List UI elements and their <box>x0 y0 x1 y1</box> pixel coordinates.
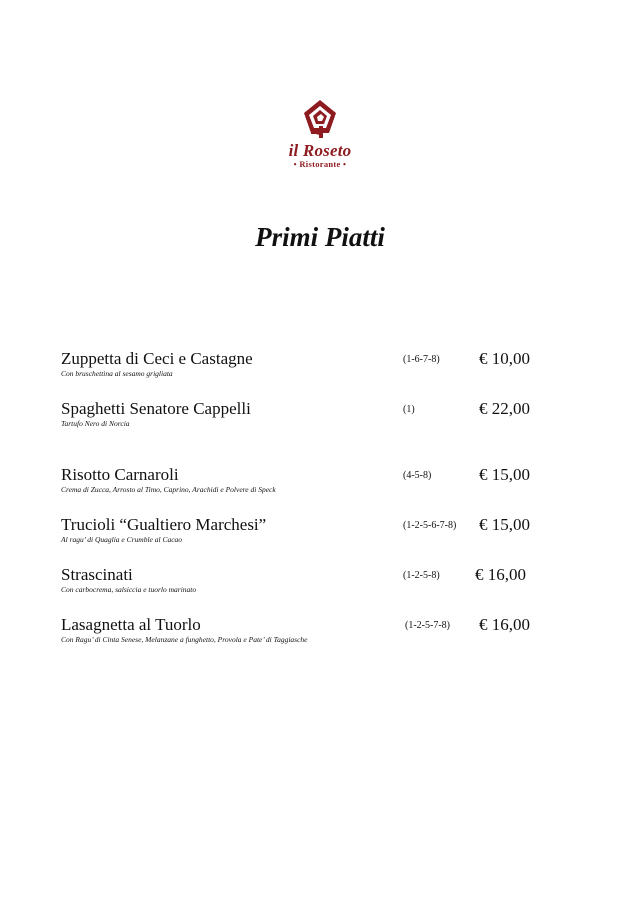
dish-allergens: (1-6-7-8) <box>403 354 440 365</box>
dish-allergens: (1-2-5-8) <box>403 570 440 581</box>
menu-item <box>61 465 621 495</box>
dish-name: Lasagnetta al Tuorlo <box>61 615 201 634</box>
menu-item <box>61 615 621 645</box>
dish-price: € 16,00 <box>479 615 530 634</box>
dish-price: € 10,00 <box>479 349 530 368</box>
dish-allergens: (1-2-5-6-7-8) <box>403 520 457 531</box>
dish-price: € 22,00 <box>479 399 530 418</box>
dish-allergens: (4-5-8) <box>403 470 432 481</box>
dish-description: Crema di Zucca, Arrosto al Timo, Caprino, Arachidi e Polvere di Speck <box>61 485 276 494</box>
dish-name: Trucioli “Gualtiero Marchesi” <box>61 515 267 534</box>
dish-name: Zuppetta di Ceci e Castagne <box>61 349 253 368</box>
logo-name: il Roseto <box>288 141 352 160</box>
menu-item <box>61 565 621 595</box>
dish-description: Con bruschettina al sesamo grigliata <box>61 369 173 378</box>
restaurant-logo <box>0 98 640 169</box>
page-title: Primi Piatti <box>255 222 385 252</box>
menu-item <box>61 515 621 545</box>
dish-price: € 15,00 <box>479 515 530 534</box>
logo-subtitle: • Ristorante • <box>293 159 347 169</box>
dish-description: Con Ragu’ di Cinta Senese, Melanzane a funghetto, Provola e Pate’ di Taggiasche <box>61 635 308 644</box>
dish-name: Strascinati <box>61 565 133 584</box>
dish-description: Con carbocrema, salsiccia e tuorlo marinato <box>61 585 197 594</box>
menu-item <box>61 399 621 429</box>
menu-item <box>61 349 621 379</box>
dish-description: Al ragu’ di Quaglia e Crumble al Cacao <box>61 535 183 544</box>
dish-allergens: (1) <box>403 404 415 415</box>
dish-allergens: (1-2-5-7-8) <box>405 620 450 631</box>
dish-price: € 15,00 <box>479 465 530 484</box>
dish-name: Risotto Carnaroli <box>61 465 179 484</box>
dish-price: € 16,00 <box>475 565 526 584</box>
rose-spiral-icon <box>300 98 340 140</box>
dish-name: Spaghetti Senatore Cappelli <box>61 399 251 418</box>
dish-description: Tartufo Nero di Norcia <box>61 419 130 428</box>
